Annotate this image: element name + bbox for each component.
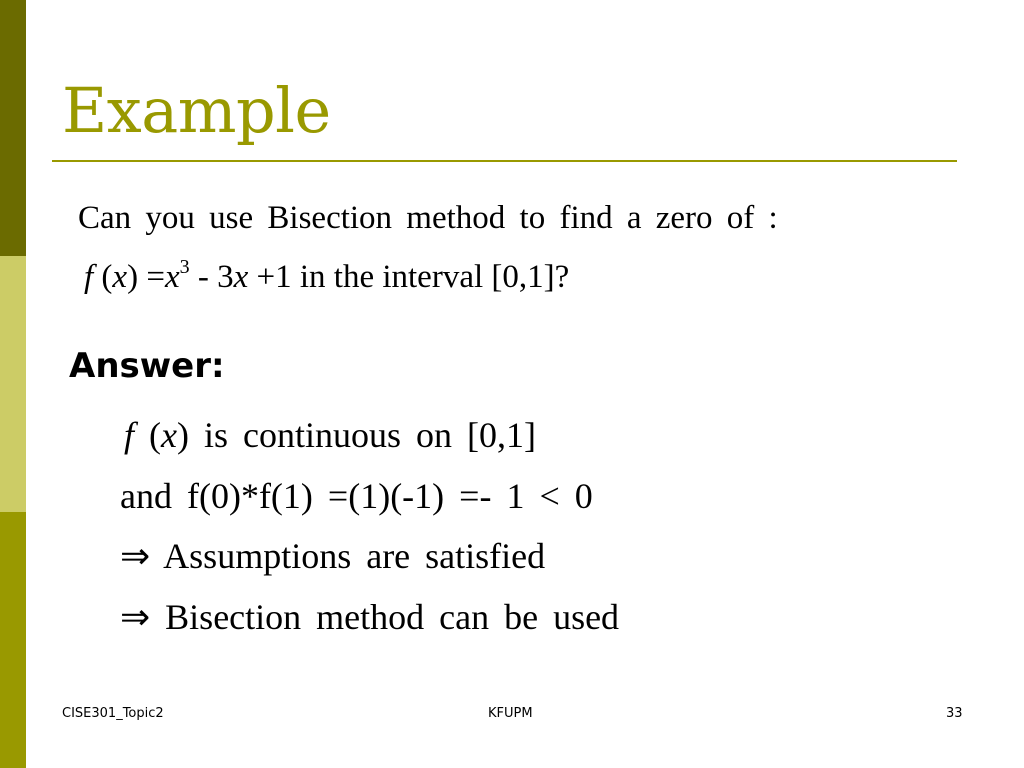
sidebar-band-middle (0, 256, 26, 512)
polynomial-exponent: 3 (179, 256, 190, 278)
answer-line-1-rest: ) is continuous on [0,1] (177, 415, 536, 455)
answer-label: Answer: (69, 346, 225, 386)
slide-title: Example (62, 74, 331, 147)
answer-line-3: ⇒ Assumptions are satisfied (120, 536, 546, 576)
title-divider (52, 160, 957, 162)
question-line-2 (84, 256, 570, 296)
polynomial-x: x (164, 259, 180, 295)
question-line-1: Can you use Bisection method to find a zero of : (78, 200, 778, 236)
polynomial-tail: +1 in the interval [0,1]? (248, 259, 570, 295)
polynomial-x-linear: x (233, 259, 249, 295)
answer-line-2: and f(0)*f(1) =(1)(-1) =- 1 < 0 (120, 476, 593, 516)
answer-function-name: f (124, 415, 135, 455)
function-equals: ) = (127, 259, 165, 295)
answer-paren-open: ( (134, 415, 162, 455)
answer-line-1 (124, 414, 536, 456)
sidebar-band-top (0, 0, 26, 256)
function-name: f (84, 259, 94, 295)
answer-variable: x (161, 415, 177, 455)
polynomial-middle: - 3 (189, 259, 234, 295)
footer-course: CISE301_Topic2 (62, 706, 164, 721)
footer-institution: KFUPM (488, 706, 533, 721)
answer-line-4: ⇒ Bisection method can be used (120, 597, 620, 637)
footer-slide-number: 33 (946, 706, 963, 721)
function-paren-open: ( (93, 259, 113, 295)
sidebar-band-bottom (0, 512, 26, 768)
function-variable: x (112, 259, 128, 295)
